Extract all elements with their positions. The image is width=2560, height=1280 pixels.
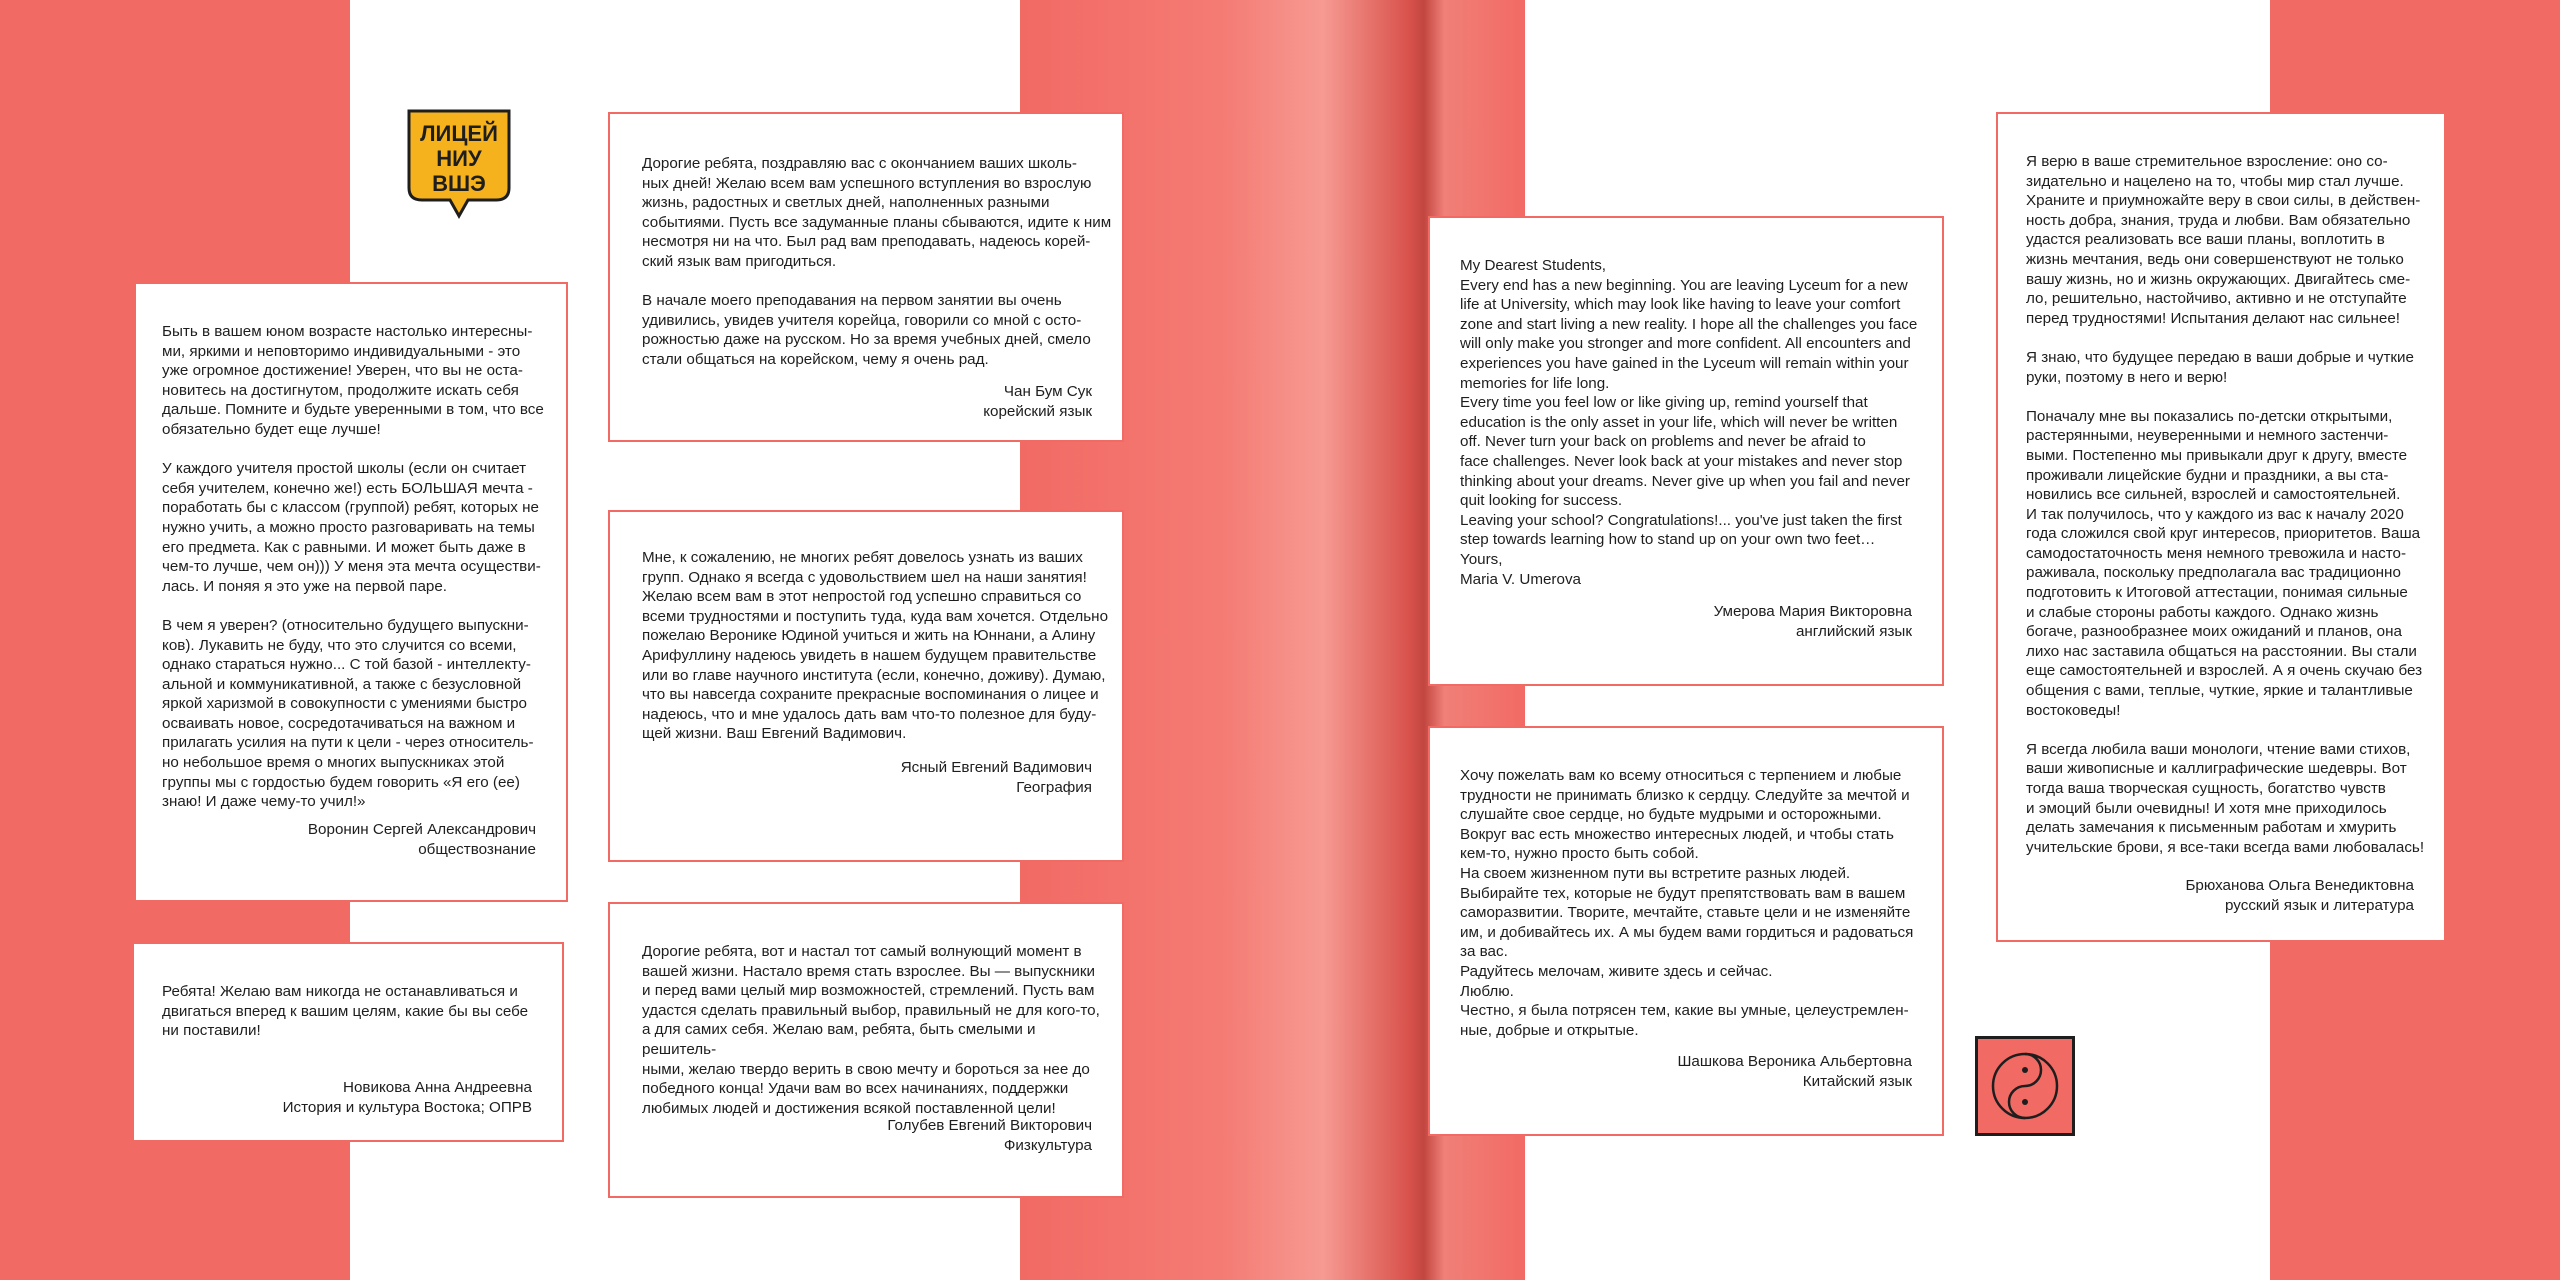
letter-card-shashkova [1428, 726, 1944, 1136]
letter-signature: Чан Бум Сук корейский язык [983, 383, 1092, 420]
letter-card-chan [608, 112, 1124, 442]
letter-signature: Голубев Евгений Викторович Физкультура [887, 1117, 1092, 1154]
letter-signature: Шашкова Вероника Альбертовна Китайский язык [1677, 1053, 1912, 1090]
letter-body: Хочу пожелать вам ко всему относиться с терпением и любые трудности не принимать близко к сердцу. Следуйте за мечтой и слушайте свое сердце, но будьте мудрыми и осторожными. Вокруг вас есть множество интересных людей, и чтобы стать кем-то, нужно просто быть собой. На своем жизненном пути вы встретите разных людей. Выбирайте тех, которые не будут препятствовать вам в вашем саморазвитии. Творите, мечтайте, ставьте цели и не изменяйте им, и добивайтесь их. А мы будем вами гордиться и радоваться за вас. Радуйтесь мелочам, живите здесь и сейчас. Люблю. Честно, я была потрясен тем, какие вы умные, целеустремлен- ные, добрые и открытые. [1460, 767, 1914, 1039]
yin-yang-icon [1975, 1036, 2075, 1136]
letter-card-novikova [132, 942, 564, 1142]
letter-body: Ребята! Желаю вам никогда не останавливаться и двигаться вперед к вашим целям, какие бы вы себе ни поставили! [162, 983, 529, 1040]
letter-signature: Новикова Анна Андреевна История и культура Востока; ОПРВ [282, 1079, 532, 1116]
lyceum-hse-logo [406, 108, 512, 220]
letter-body: My Dearest Students, Every end has a new beginning. You are leaving Lyceum for a new life at University, which may look like having to leave your comfort zone and start living a new reality. I hope all the challenges you face will only make you stronger and more confident. All encounters and experiences you have gained in the Lyceum will remain within your memories for life long. Every time you feel low or like giving up, remind yourself that education is the only asset in your life, which will never be written off. Never turn your back on problems and never be afraid to face challenges. Never look back at your mistakes and never stop thinking about your dreams. Never give up when you fail and never quit looking for success. Leaving your school? Congratulations!... you've just taken the first step towards learning how to stand up on your own two feet… Yours, Maria V. Umerova [1460, 257, 1918, 588]
logo-line-1: ЛИЦЕЙ [420, 121, 498, 146]
logo-line-3: ВШЭ [432, 171, 486, 196]
letter-signature: Ясный Евгений Вадимович География [900, 759, 1092, 796]
letter-card-bryukhanova [1996, 112, 2446, 942]
letter-body: Быть в вашем юном возрасте настолько интересны- ми, яркими и неповторимо индивидуальными - это уже огромное достижение! Уверен, что вы не оста- новитесь на достигнутом, продолжите искать себя дальше. Помните и будьте уверенными в том, что все обязательно будет еще лучше! У каждого учителя простой школы (если он считает себя учителем, конечно же!) есть БОЛЬШАЯ мечта - поработать бы с классом (группой) ребят, которых не нужно учить, а можно просто разговаривать на темы его предмета. Как с равными. И может быть даже в чем-то лучше, чем он))) У меня эта мечта осуществи- лась. И поняя я это уже на первой паре. В чем я уверен? (относительно будущего выпускни- ков). Лукавить не буду, что это случится со всеми, однако стараться нужно... С той базой - интеллекту- альной и коммуникативной, а также с безусловной яркой харизмой в совокупности с умениями быстро осваивать новое, сосредотачиваться на важном и прилагать усилия на пути к цели - через относитель- но небольшое время о многих выпускниках этой группы мы с гордостью будем говорить «Я его (ее) знаю! И даже чему-то учил!» [162, 323, 544, 811]
letter-body: Я верю в ваше стремительное взросление: оно со- зидательно и нацелено на то, чтобы мир стал лучше. Храните и приумножайте веру в свои силы, в действен- ность добра, знания, труда и любви. Вам обязательно удастся реализовать все ваши планы, воплотить в жизнь мечтания, ведь они совершенствуют не только вашу жизнь, но и жизнь окружающих. Двигайтесь сме- ло, решительно, настойчиво, активно и не отступайте перед трудностями! Испытания делают нас сильнее! Я знаю, что будущее передаю в ваши добрые и чуткие руки, поэтому в него и верю! Поначалу мне вы показались по-детски открытыми, растерянными, неуверенными и немного застенчи- выми. Постепенно мы привыкали друг к другу, вместе проживали лицейские будни и праздники, а вы ста- новились все сильней, взрослей и самостоятельней. И так получилось, что у каждого из вас к началу 2020 года сложился свой круг интересов, приоритетов. Ваша самодостаточность меня немного тревожила и насто- раживала, поскольку предполагала вас традиционно подготовить к Итоговой аттестации, понимая сильные и слабые стороны работы каждого. Однако жизнь богаче, разнообразнее моих ожиданий и планов, она лихо нас заставила общаться на расстоянии. Вы стали еще самостоятельней и взрослей. А я очень скучаю без общения с вами, теплые, чуткие, яркие и талантливые востоковеды! Я всегда любила ваши монологи, чтение вами стихов, ваши живописные и каллиграфические шедевры. Вот тогда ваша творческая сущность, богатство чувств и эмоций были очевидны! И хотя мне приходилось делать замечания к письменным работам и хмурить учительские брови, я все-таки всегда вами любовалась! [2026, 153, 2425, 856]
letter-body: Дорогие ребята, поздравляю вас с окончанием ваших школь- ных дней! Желаю всем вам успешного вступления во взрослую жизнь, радостных и светлых дней, наполненных разными событиями. Пусть все задуманные планы сбываются, идите к ним несмотря ни на что. Был рад вам преподавать, надеюсь корей- ский язык вам пригодиться. В начале моего преподавания на первом занятии вы очень удивились, увидев учителя корейца, говорили со мной с осто- рожностью даже на русском. Но за время учебных дней, смело стали общаться на корейском, чему я очень рад. [642, 155, 1112, 368]
letter-signature: Воронин Сергей Александрович обществознание [307, 821, 536, 858]
logo-line-2: НИУ [436, 146, 482, 171]
letter-card-golubev [608, 902, 1124, 1198]
letter-card-yasny [608, 510, 1124, 862]
letter-card-umerova [1428, 216, 1944, 686]
letter-card-voronin [134, 282, 568, 902]
letter-signature: Умерова Мария Викторовна английский язык [1713, 603, 1912, 640]
letter-body: Дорогие ребята, вот и настал тот самый волнующий момент в вашей жизни. Настало время стать взрослее. Вы — выпускники и перед вами целый мир возможностей, стремлений. Пусть вам удастся сделать правильный выбор, правильный не для кого-то, а для самих себя. Желаю вам, ребята, быть смелыми и решитель- ными, желаю твердо верить в свою мечту и бороться за нее до победного конца! Удачи вам во всех начинаниях, поддержки любимых людей и достижения всякой поставленной цели! [642, 943, 1100, 1117]
letter-body: Мне, к сожалению, не многих ребят довелось узнать из ваших групп. Однако я всегда с удовольствием шел на наши занятия! Желаю всем вам в этот непростой год успешно справиться со всеми трудностями и поступить туда, куда вам хочется. Отдельно пожелаю Веронике Юдиной учиться и жить на Юннани, а Алину Арифуллину надеюсь увидеть в нашем будущем правительстве или во главе научного института (если, конечно, доживу). Думаю, что вы навсегда сохраните прекрасные воспоминания о лицее и надеюсь, что и мне удалось дать вам что-то полезное для буду- щей жизни. Ваш Евгений Вадимович. [642, 549, 1109, 743]
letter-signature: Брюханова Ольга Венедиктовна русский язык и литература [2185, 877, 2414, 914]
